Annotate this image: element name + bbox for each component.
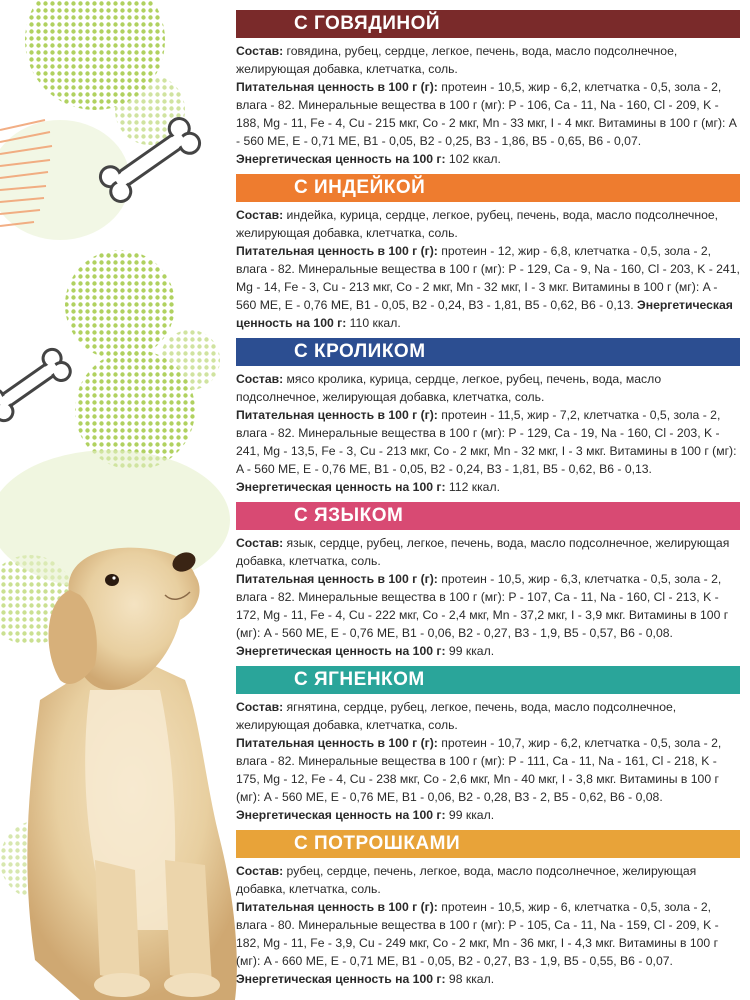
composition-text: говядина, рубец, сердце, легкое, печень, вода, масло подсолнечное, желирующая добавка, клетчатка, соль.	[236, 44, 678, 76]
composition	[236, 862, 740, 898]
section-title-band	[236, 338, 740, 366]
section-title: С ЯГНЕНКОМ	[294, 669, 425, 690]
nutrition-label: Питательная ценность в 100 г (г):	[236, 244, 438, 258]
nutrition-label: Питательная ценность в 100 г (г):	[236, 900, 438, 914]
composition-text: рубец, сердце, печень, легкое, вода, масло подсолнечное, желирующая добавка, клетчатка, соль.	[236, 864, 697, 896]
product-section-tongue	[236, 502, 740, 660]
product-section-lamb	[236, 666, 740, 824]
nutrition	[236, 242, 740, 332]
product-section-beef	[236, 10, 740, 168]
energy-text: 98 ккал.	[445, 972, 495, 986]
nutrition	[236, 734, 740, 824]
product-section-offal	[236, 830, 740, 988]
section-title-band	[236, 830, 740, 858]
nutrition-text: протеин - 10,7, жир - 6,2, клетчатка - 0,5, зола - 2, влага - 82. Минеральные вещества в 100 г (мг): P - 111, Ca - 11, Na - 161, Cl - 218, K - 175, Mg - 12, Fe - 4, Cu - 238 мкг, Co - 2,6 мкг, Mn - 40 мкг, I - 3,8 мкг. Витамины в 100 г (мг): A - 560 МЕ, E - 0,76 МЕ, B1 - 0,06, B2 - 0,28, B3 - 2, B5 - 0,62, B6 - 0,08.	[236, 736, 722, 804]
composition-label: Состав:	[236, 208, 284, 222]
nutrition-label: Питательная ценность в 100 г (г):	[236, 80, 438, 94]
section-title: С ПОТРОШКАМИ	[294, 833, 461, 854]
composition-text: мясо кролика, курица, сердце, легкое, рубец, печень, вода, масло подсолнечное, желирующая добавка, клетчатка, соль.	[236, 372, 662, 404]
composition	[236, 698, 740, 734]
composition-label: Состав:	[236, 372, 284, 386]
product-section-rabbit	[236, 338, 740, 496]
section-title-band	[236, 174, 740, 202]
section-title-band	[236, 10, 740, 38]
composition-label: Состав:	[236, 536, 284, 550]
composition	[236, 370, 740, 406]
section-title: С ИНДЕЙКОЙ	[294, 177, 426, 198]
product-section-turkey	[236, 174, 740, 332]
product-list	[236, 10, 740, 994]
nutrition-text: протеин - 11,5, жир - 7,2, клетчатка - 0,5, зола - 2, влага - 82. Минеральные вещества в 100 г (мг): P - 129, Ca - 19, Na - 160, Cl - 203, K - 241, Mg - 13,5, Fe - 3, Cu - 213 мкг, Co - 2 мкг, Mn - 32 мкг, I - 3 мкг. Витамины в 100 г (мг): A - 560 МЕ, E - 0,76 МЕ, B1 - 0,05, B2 - 0,24, B3 - 1,81, B5 - 0,62, B6 - 0,13.	[236, 408, 737, 476]
composition-label: Состав:	[236, 700, 284, 714]
nutrition	[236, 406, 740, 496]
nutrition	[236, 570, 740, 660]
composition-label: Состав:	[236, 864, 284, 878]
composition-text: язык, сердце, рубец, легкое, печень, вода, масло подсолнечное, желирующая добавка, клетчатка, соль.	[236, 536, 730, 568]
energy-label: Энергетическая ценность на 100 г:	[236, 644, 446, 658]
composition	[236, 42, 740, 78]
nutrition	[236, 898, 740, 988]
section-title: С ГОВЯДИНОЙ	[294, 13, 441, 34]
energy-text: 102 ккал.	[445, 152, 501, 166]
energy-text: 99 ккал.	[445, 808, 495, 822]
energy-text: 112 ккал.	[445, 480, 500, 494]
composition-text: ягнятина, сердце, рубец, легкое, печень, вода, масло подсолнечное, желирующая добавка, клетчатка, соль.	[236, 700, 677, 732]
section-title-band	[236, 502, 740, 530]
section-title: С ЯЗЫКОМ	[294, 505, 404, 526]
energy-label: Энергетическая ценность на 100 г:	[236, 972, 446, 986]
nutrition-label: Питательная ценность в 100 г (г):	[236, 572, 438, 586]
energy-label: Энергетическая ценность на 100 г:	[236, 298, 733, 330]
nutrition-label: Питательная ценность в 100 г (г):	[236, 736, 438, 750]
nutrition-label: Питательная ценность в 100 г (г):	[236, 408, 438, 422]
energy-label: Энергетическая ценность на 100 г:	[236, 480, 446, 494]
energy-text: 99 ккал.	[445, 644, 495, 658]
composition	[236, 206, 740, 242]
bone-icon	[0, 346, 74, 424]
nutrition-text: протеин - 10,5, жир - 6, клетчатка - 0,5, зола - 2, влага - 80. Минеральные вещества в 100 г (мг): P - 105, Ca - 11, Na - 159, Cl - 209, K - 182, Mg - 11, Fe - 3,9, Cu - 249 мкг, Co - 2 мкг, Mn - 36 мкг, I - 4,3 мкг. Витамины в 100 г (мг): A - 660 МЕ, E - 0,71 МЕ, B1 - 0,05, B2 - 0,27, B3 - 1,9, B5 - 0,55, B6 - 0,07.	[236, 900, 719, 968]
energy-text: 110 ккал.	[346, 316, 401, 330]
nutrition-text: протеин - 10,5, жир - 6,2, клетчатка - 0,5, зола - 2, влага - 82. Минеральные вещества в 100 г (мг): P - 106, Ca - 11, Na - 160, Cl - 209, K - 188, Mg - 11, Fe - 4, Cu - 215 мкг, Co - 2 мкг, Mn - 33 мкг, I - 4 мкг. Витамины в 100 г (мг): A - 560 МЕ, E - 0,71 МЕ, B1 - 0,05, B2 - 0,25, B3 - 1,86, B5 - 0,65, B6 - 0,07.	[236, 80, 737, 148]
composition	[236, 534, 740, 570]
nutrition-text: протеин - 10,5, жир - 6,3, клетчатка - 0,5, зола - 2, влага - 82. Минеральные вещества в 100 г (мг): P - 107, Ca - 11, Na - 160, Cl - 213, K - 172, Mg - 11, Fe - 4, Cu - 222 мкг, Co - 2,4 мкг, Mn - 37,2 мкг, I - 3,9 мкг. Витамины в 100 г (мг): A - 560 МЕ, E - 0,76 МЕ, B1 - 0,06, B2 - 0,27, B3 - 1,9, B5 - 0,57, B6 - 0,08.	[236, 572, 729, 640]
composition-text: индейка, курица, сердце, легкое, рубец, печень, вода, масло подсолнечное, желирующая добавка, клетчатка, соль.	[236, 208, 719, 240]
composition-label: Состав:	[236, 44, 284, 58]
energy-label: Энергетическая ценность на 100 г:	[236, 152, 446, 166]
nutrition	[236, 78, 740, 168]
nutrition-text: протеин - 12, жир - 6,8, клетчатка - 0,5, зола - 2, влага - 82. Минеральные вещества в 100 г (мг): P - 129, Ca - 9, Na - 160, Cl - 203, K - 241, Mg - 14, Fe - 3, Cu - 213 мкг, Co - 2 мкг, Mn - 32 мкг, I - 3 мкг. Витамины в 100 г (мг): A - 560 МЕ, E - 0,76 МЕ, B1 - 0,05, B2 - 0,24, B3 - 1,81, B5 - 0,62, B6 - 0,13.	[236, 244, 740, 312]
section-title: С КРОЛИКОМ	[294, 341, 426, 362]
section-title-band	[236, 666, 740, 694]
energy-label: Энергетическая ценность на 100 г:	[236, 808, 446, 822]
dog-illustration	[27, 548, 237, 1000]
